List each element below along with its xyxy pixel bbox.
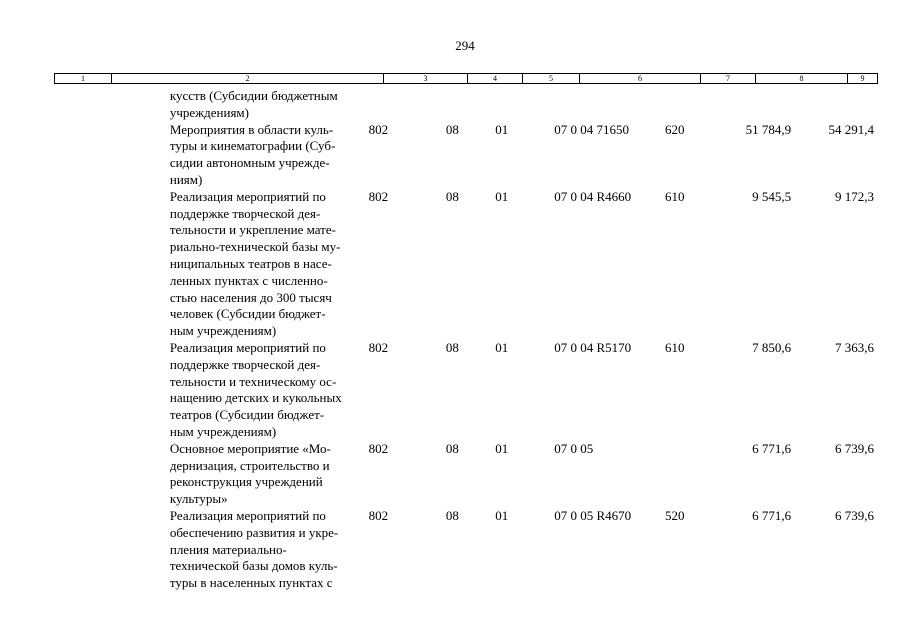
table-row: [54, 88, 878, 122]
column-header-2: 2: [112, 74, 384, 83]
column-header-9: 9: [860, 74, 865, 83]
cell-col7: 620: [665, 121, 685, 137]
cell-col3: 802: [368, 121, 389, 137]
cell-col6: 07 0 05 R4670: [554, 507, 632, 523]
cell-col4: 08: [445, 121, 459, 137]
cell-col5: 01: [495, 339, 509, 355]
cell-col8: 6 771,6: [752, 440, 792, 456]
column-header-6: 6: [580, 74, 701, 83]
column-header-1: 1: [55, 74, 112, 83]
cell-description: кусств (Субсидии бюджетным учреждениям): [169, 88, 338, 120]
column-header-5: 5: [523, 74, 580, 83]
cell-col8: 7 850,6: [752, 339, 792, 355]
cell-col5: 01: [495, 121, 509, 137]
cell-col9: 7 363,6: [835, 339, 874, 355]
cell-description: Основное мероприятие «Мо- дернизация, строительство и реконструкция учреждений культуры»: [169, 440, 331, 507]
cell-col9: 9 172,3: [835, 188, 874, 204]
cell-col3: 802: [368, 440, 389, 456]
cell-col4: 08: [445, 507, 459, 523]
cell-col6: 07 0 04 71650: [554, 121, 629, 137]
cell-description: Реализация мероприятий по обеспечению развития и укре- пления материально- технической базы домов куль- туры в населенных пунктах с: [169, 507, 339, 591]
cell-col7: 520: [665, 507, 685, 523]
cell-description: Реализация мероприятий по поддержке творческой дея- тельности и укрепление мате- риально-технической базы му- ниципальных театров в насе- ленных пунктах с численно- стью населения до 300 тысяч человек (Субсидии бюджет- ным учреждениям): [169, 188, 341, 339]
table-row: [54, 189, 878, 340]
cell-col5: 01: [495, 188, 509, 204]
cell-col6: 07 0 04 R5170: [554, 339, 632, 355]
cell-col6: 07 0 05: [554, 440, 594, 456]
column-header-7: 7: [701, 74, 756, 83]
page-number: 294: [455, 38, 475, 53]
cell-col8: 51 784,9: [745, 121, 792, 137]
column-header-8: 8: [756, 74, 848, 83]
cell-col3: 802: [368, 507, 389, 523]
cell-col8: 9 545,5: [752, 188, 792, 204]
cell-col4: 08: [445, 440, 459, 456]
cell-col9: 54 291,4: [828, 121, 874, 137]
cell-col3: 802: [368, 339, 389, 355]
cell-col4: 08: [445, 188, 459, 204]
column-header-4: 4: [468, 74, 523, 83]
cell-description: Мероприятия в области куль- туры и кинематографии (Суб- сидии автономным учрежде- ниям): [169, 121, 336, 187]
table-body: [54, 88, 878, 592]
table-row: [54, 508, 878, 592]
cell-col7: 610: [665, 339, 685, 355]
table-header-row: [54, 73, 878, 84]
cell-col8: 6 771,6: [752, 507, 792, 523]
cell-col5: 01: [495, 440, 509, 456]
table-row: [54, 340, 878, 441]
table-row: [54, 441, 878, 508]
cell-col6: 07 0 04 R4660: [554, 188, 632, 204]
cell-col9: 6 739,6: [835, 440, 874, 456]
cell-description: Реализация мероприятий по поддержке творческой дея- тельности и техническому ос- нащению детских и кукольных театров (Субсидии бюджет- ным учреждениям): [169, 339, 342, 439]
cell-col7: 610: [665, 188, 685, 204]
cell-col4: 08: [445, 339, 459, 355]
cell-col3: 802: [368, 188, 389, 204]
cell-col5: 01: [495, 507, 509, 523]
column-header-3: 3: [384, 74, 468, 83]
table-row: [54, 122, 878, 189]
cell-col9: 6 739,6: [835, 507, 874, 523]
